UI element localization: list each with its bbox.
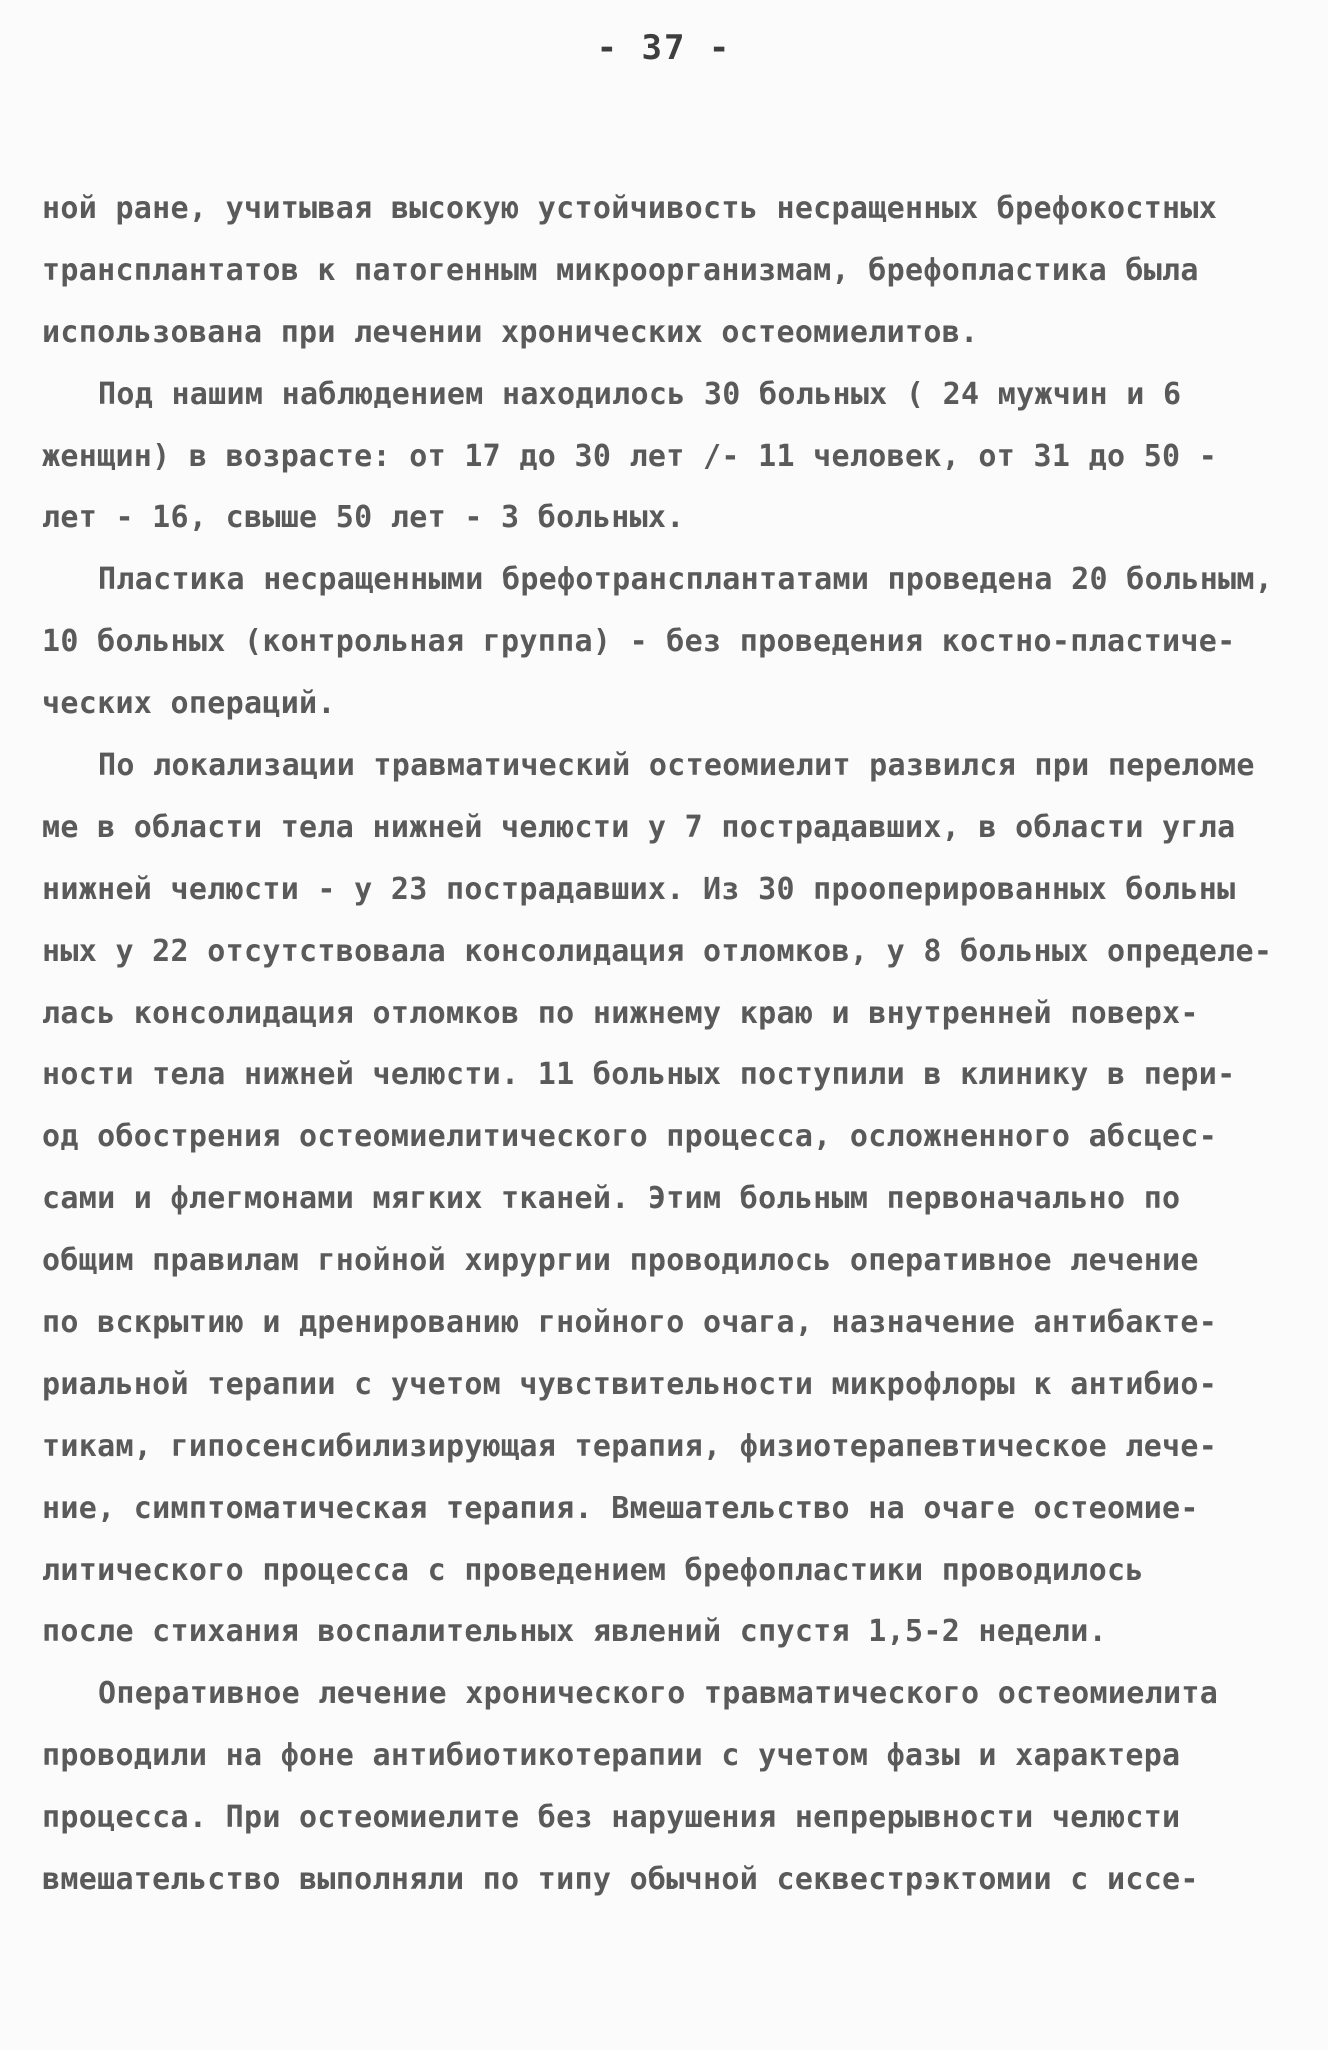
text-line: сами и флегмонами мягких тканей. Этим больным первоначально по (42, 1181, 1181, 1217)
text-line: од обострения остеомиелитического процесса, осложненного абсцес- (42, 1119, 1218, 1155)
text-line: ме в области тела нижней челюсти у 7 пострадавших, в области угла (42, 809, 1236, 845)
text-line: процесса. При остеомиелите без нарушения непрерывности челюсти (42, 1800, 1181, 1836)
text-line: использована при лечении хронических остеомиелитов. (42, 314, 979, 350)
text-line: по вскрытию и дренированию гнойного очага, назначение антибакте- (42, 1305, 1218, 1341)
text-line: лась консолидация отломков по нижнему краю и внутренней поверх- (42, 995, 1199, 1031)
text-line: после стихания воспалительных явлений спустя 1,5-2 недели. (42, 1614, 1107, 1650)
text-line: нижней челюсти - у 23 пострадавших. Из 30 прооперированных больны (42, 871, 1236, 907)
text-line: Оперативное лечение хронического травматического остеомиелита (98, 1676, 1219, 1712)
text-line: проводили на фоне антибиотикотерапии с учетом фазы и характера (42, 1738, 1181, 1774)
text-line: ние, симптоматическая терапия. Вмешательство на очаге остеомие- (42, 1490, 1199, 1526)
text-line: вмешательство выполняли по типу обычной секвестрэктомии с иссе- (42, 1862, 1199, 1898)
page-number: - 37 - (596, 28, 732, 68)
text-line: ческих операций. (42, 686, 336, 722)
text-line: трансплантатов к патогенным микроорганизмам, брефопластика была (42, 252, 1199, 288)
text-line: женщин) в возрасте: от 17 до 30 лет /- 11 человек, от 31 до 50 - (42, 438, 1218, 474)
text-line: 10 больных (контрольная группа) - без проведения костно-пластиче- (42, 624, 1236, 660)
text-line: ной ране, учитывая высокую устойчивость несращенных брефокостных (42, 191, 1218, 226)
text-line: общим правилам гнойной хирургии проводилось оперативное лечение (42, 1243, 1199, 1279)
text-line: риальной терапии с учетом чувствительности микрофлоры к антибио- (42, 1366, 1218, 1402)
text-line: лет - 16, свыше 50 лет - 3 больных. (42, 500, 685, 536)
text-line: ности тела нижней челюсти. 11 больных поступили в клинику в пери- (42, 1057, 1236, 1093)
text-line: Под нашим наблюдением находилось 30 больных ( 24 мужчин и 6 (98, 376, 1182, 412)
text-line: По локализации травматический остеомиелит развился при переломе (98, 748, 1255, 784)
body-text (42, 178, 1304, 1911)
text-line: ных у 22 отсутствовала консолидация отломков, у 8 больных определе- (42, 933, 1273, 969)
text-line: Пластика несращенными брефотрансплантатами проведена 20 больным, (98, 562, 1274, 598)
text-line: тикам, гипосенсибилизирующая терапия, физиотерапевтическое лече- (42, 1428, 1218, 1464)
text-line: литического процесса с проведением брефопластики проводилось (42, 1552, 1144, 1588)
